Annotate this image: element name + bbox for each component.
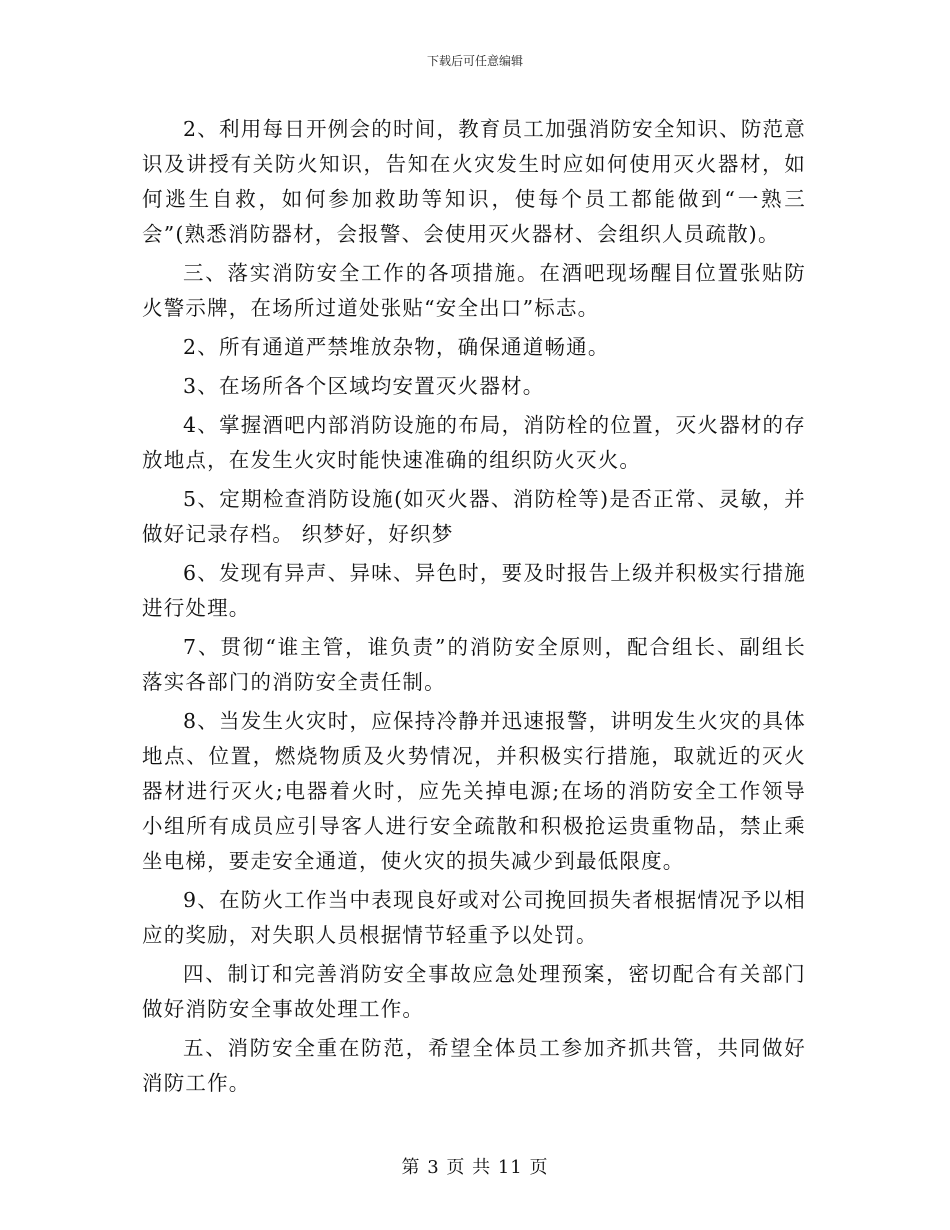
paragraph: 5、定期检查消防设施(如灭火器、消防栓等)是否正常、灵敏，并做好记录存档。 织梦好，好织梦 bbox=[142, 487, 806, 546]
paragraph: 7、贯彻“谁主管，谁负责”的消防安全原则，配合组长、副组长落实各部门的消防安全责任制。 bbox=[142, 635, 806, 694]
paragraph: 4、掌握酒吧内部消防设施的布局，消防栓的位置，灭火器材的存放地点，在发生火灾时能快速准确的组织防火灭火。 bbox=[142, 413, 806, 472]
paragraph: 8、当发生火灾时，应保持冷静并迅速报警，讲明发生火灾的具体地点、位置，燃烧物质及火势情况，并积极实行措施，取就近的灭火器材进行灭火;电器着火时，应先关掉电源;在场的消防安全工作领导小组所有成员应引导客人进行安全疏散和积极抢运贵重物品，禁止乘坐电梯，要走安全通道，使火灾的损失减少到最低限度。 bbox=[142, 709, 806, 873]
paragraph: 6、发现有异声、异味、异色时，要及时报告上级并积极实行措施进行处理。 bbox=[142, 561, 806, 620]
page-number-footer: 第 3 页 共 11 页 bbox=[401, 1157, 549, 1178]
page-header: 下载后可任意编辑 bbox=[426, 54, 523, 68]
paragraph: 五、消防安全重在防范，希望全体员工参加齐抓共管，共同做好消防工作。 bbox=[142, 1036, 806, 1095]
paragraph: 2、所有通道严禁堆放杂物，确保通道畅通。 bbox=[183, 335, 610, 359]
paragraph: 四、制订和完善消防安全事故应急处理预案，密切配合有关部门做好消防安全事故处理工作。 bbox=[142, 962, 806, 1021]
paragraph: 三、落实消防安全工作的各项措施。在酒吧现场醒目位置张贴防火警示牌，在场所过道处张贴“安全出口”标志。 bbox=[142, 261, 806, 320]
paragraph: 9、在防火工作当中表现良好或对公司挽回损失者根据情况予以相应的奖励，对失职人员根据情节轻重予以处罚。 bbox=[142, 888, 806, 947]
paragraph: 3、在场所各个区域均安置灭火器材。 bbox=[183, 374, 545, 398]
paragraph: 2、利用每日开例会的时间，教育员工加强消防安全知识、防范意识及讲授有关防火知识，告知在火灾发生时应如何使用灭火器材，如何逃生自救，如何参加救助等知识，使每个员工都能做到“一熟三会”(熟悉消防器材，会报警、会使用灭火器材、会组织人员疏散)。 bbox=[142, 117, 806, 246]
body-text bbox=[142, 112, 806, 1101]
